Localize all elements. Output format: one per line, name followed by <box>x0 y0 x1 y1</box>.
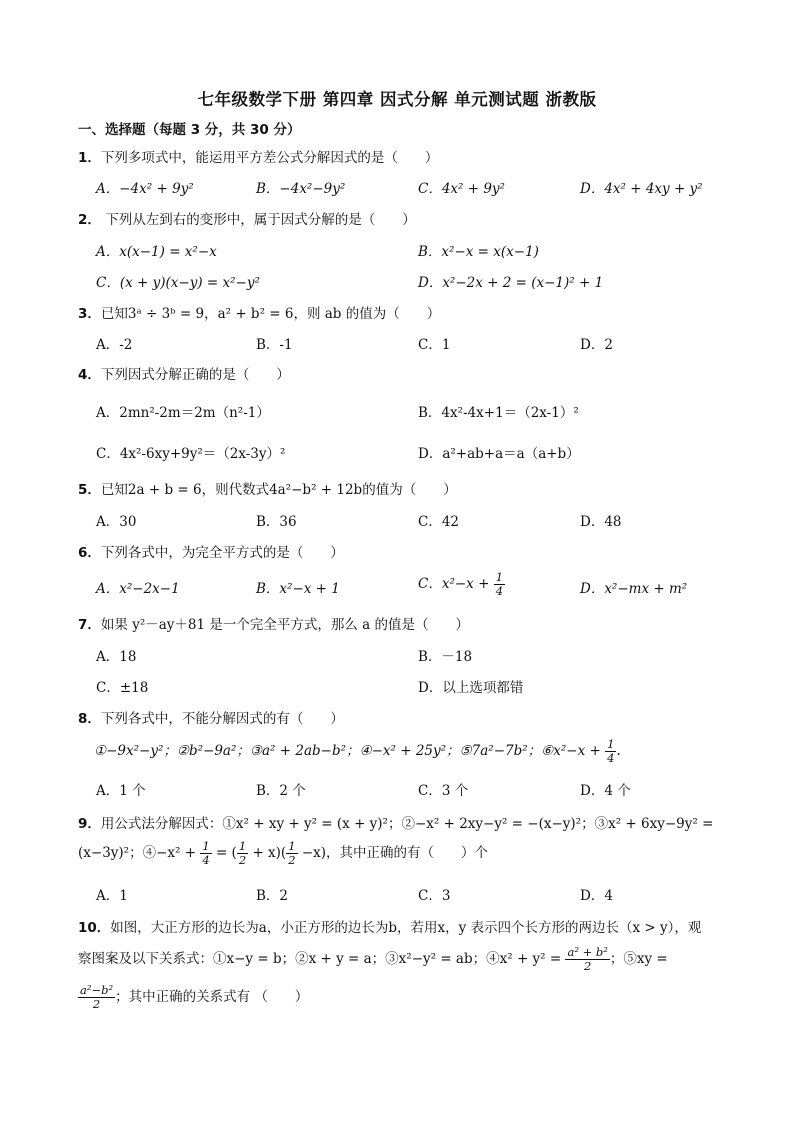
question-number: 4． <box>78 367 101 383</box>
question-4 <box>78 363 290 383</box>
question-10-line-3 <box>78 984 728 1011</box>
question-number: 6． <box>78 545 101 561</box>
expression-list: ①−9x²−y²；②b²−9a²；③a² + 2ab−b²；④−x² + 25y²；⑤7a²−7b²；⑥x²−x + <box>94 743 606 759</box>
option-d[interactable]: D．x²−2x + 2 = (x−1)² + 1 <box>418 275 604 291</box>
option-a[interactable]: A．−4x² + 9y² <box>96 181 194 197</box>
option-c[interactable]: C．1 <box>418 337 451 353</box>
option-b[interactable]: B．2 <box>256 888 289 904</box>
fraction-numerator: 1 <box>607 737 615 751</box>
fraction-numerator: a²−b² <box>80 983 114 997</box>
question-1 <box>78 146 438 166</box>
question-6 <box>78 541 344 561</box>
fraction <box>565 946 609 973</box>
question-10-line-2 <box>78 946 728 973</box>
fraction-denominator: 4 <box>202 853 210 867</box>
option-b[interactable]: B．4x²-4x+1＝（2x-1）² <box>418 405 579 421</box>
question-number: 1． <box>78 150 101 166</box>
question-text: 用公式法分解因式：①x² + xy + y² = (x + y)²；②−x² + 2xy−y² = −(x−y)²；③x² + 6xy−9y² = <box>100 816 714 832</box>
fraction <box>605 738 616 765</box>
question-7 <box>78 613 469 633</box>
option-d[interactable]: D．以上选项都错 <box>418 680 524 696</box>
option-c[interactable]: C．3 个 <box>418 783 469 799</box>
option-a[interactable]: A．1 <box>96 888 128 904</box>
option-b[interactable]: B．－18 <box>418 649 473 665</box>
fraction-denominator: 2 <box>288 853 296 867</box>
option-a[interactable]: A．30 <box>96 514 137 530</box>
option-c[interactable]: C．4x² + 9y² <box>418 181 505 197</box>
period: . <box>616 743 621 759</box>
question-number: 3． <box>78 306 101 322</box>
fraction-numerator: 1 <box>238 839 247 853</box>
question-text: 如果 y²－ay＋81 是一个完全平方式，那么 a 的值是（ ） <box>100 617 470 633</box>
option-a[interactable]: A．2mn²-2m＝2m（n²-1） <box>96 405 270 421</box>
fraction-denominator: 4 <box>607 751 615 765</box>
question-5 <box>78 478 457 498</box>
text-segment: −x)，其中正确的有（ ）个 <box>297 845 489 861</box>
option-a[interactable]: A．1 个 <box>96 783 146 799</box>
option-a[interactable]: A．x(x−1) = x²−x <box>96 244 217 260</box>
option-d[interactable]: D．4x² + 4xy + y² <box>580 181 703 197</box>
option-c[interactable] <box>418 571 505 598</box>
question-8-expressions <box>94 738 744 765</box>
question-2 <box>78 208 416 228</box>
question-9 <box>78 812 728 832</box>
fraction-denominator: 2 <box>584 959 592 973</box>
question-number: 7． <box>78 617 101 633</box>
question-text: 已知3ᵃ ÷ 3ᵇ = 9，a² + b² = 6，则 ab 的值为（ ） <box>100 306 441 322</box>
option-c[interactable]: C．42 <box>418 514 460 530</box>
option-c-text: C．x²−x + <box>418 576 494 592</box>
option-c[interactable]: C．3 <box>418 888 451 904</box>
option-b[interactable]: B．36 <box>256 514 297 530</box>
question-9-line-2 <box>78 840 728 867</box>
question-text: 下列各式中，不能分解因式的有（ ） <box>100 711 344 727</box>
question-number: 9． <box>78 816 101 832</box>
option-a[interactable]: A．-2 <box>96 337 133 353</box>
fraction <box>237 840 248 867</box>
option-a[interactable]: A．18 <box>96 649 137 665</box>
text-segment: = ( <box>211 845 237 861</box>
question-text: 已知2a + b = 6，则代数式4a²−b² + 12b的值为（ ） <box>100 482 457 498</box>
fraction-denominator: 2 <box>92 997 101 1011</box>
option-b[interactable]: B．−4x²−9y² <box>256 181 346 197</box>
fraction <box>78 984 115 1011</box>
option-b[interactable]: B．x²−x + 1 <box>256 581 340 597</box>
fraction <box>494 571 505 598</box>
page-title: 七年级数学下册 第四章 因式分解 单元测试题 浙教版 <box>197 90 597 109</box>
option-c[interactable]: C．4x²-6xy+9y²＝（2x-3y）² <box>96 446 286 462</box>
option-d[interactable]: D．4 <box>580 888 613 904</box>
fraction <box>286 840 297 867</box>
option-c[interactable]: C．(x + y)(x−y) = x²−y² <box>96 275 260 291</box>
option-a[interactable]: A．x²−2x−1 <box>96 581 180 597</box>
question-3 <box>78 302 440 322</box>
question-10 <box>78 916 728 936</box>
option-d[interactable]: D．4 个 <box>580 783 631 799</box>
text-segment: ；其中正确的关系式有 （ ） <box>115 989 309 1005</box>
option-d[interactable]: D．x²−mx + m² <box>580 581 688 597</box>
text-segment: 察图案及以下关系式：①x−y = b；②x + y = a；③x²−y² = ab；④x² + y² = <box>78 951 566 967</box>
question-text: 下列各式中，为完全平方式的是（ ） <box>100 545 344 561</box>
question-number: 10． <box>78 920 111 936</box>
text-segment: + x)( <box>248 845 287 861</box>
fraction-numerator: 1 <box>495 570 504 584</box>
option-b[interactable]: B．x²−x = x(x−1) <box>418 244 539 260</box>
option-d[interactable]: D．48 <box>580 514 622 530</box>
question-number: 2． <box>78 212 101 228</box>
question-text: 下列因式分解正确的是（ ） <box>100 367 290 383</box>
question-number: 8． <box>78 711 101 727</box>
question-8 <box>78 707 344 727</box>
fraction-denominator: 4 <box>495 584 504 598</box>
section-heading: 一、选择题（每题 3 分，共 30 分） <box>78 122 301 138</box>
option-b[interactable]: B．-1 <box>256 337 293 353</box>
question-text: 如图，大正方形的边长为a，小正方形的边长为b，若用x，y 表示四个长方形的两边长（x > y），观 <box>110 920 702 936</box>
text-segment: ；⑤xy = <box>609 951 668 967</box>
option-c[interactable]: C．±18 <box>96 680 149 696</box>
option-b[interactable]: B．2 个 <box>256 783 306 799</box>
fraction <box>200 840 211 867</box>
text-segment: (x−3y)²；④−x² + <box>78 845 201 861</box>
option-d[interactable]: D．2 <box>580 337 613 353</box>
option-d[interactable]: D．a²+ab+a＝a（a+b） <box>418 446 580 462</box>
fraction-numerator: 1 <box>202 839 210 853</box>
question-text: 下列从左到右的变形中，属于因式分解的是（ ） <box>100 212 416 228</box>
fraction-numerator: 1 <box>288 839 296 853</box>
question-text: 下列多项式中，能运用平方差公式分解因式的是（ ） <box>100 150 439 166</box>
fraction-numerator: a² + b² <box>567 945 608 959</box>
question-number: 5． <box>78 482 101 498</box>
fraction-denominator: 2 <box>238 853 247 867</box>
